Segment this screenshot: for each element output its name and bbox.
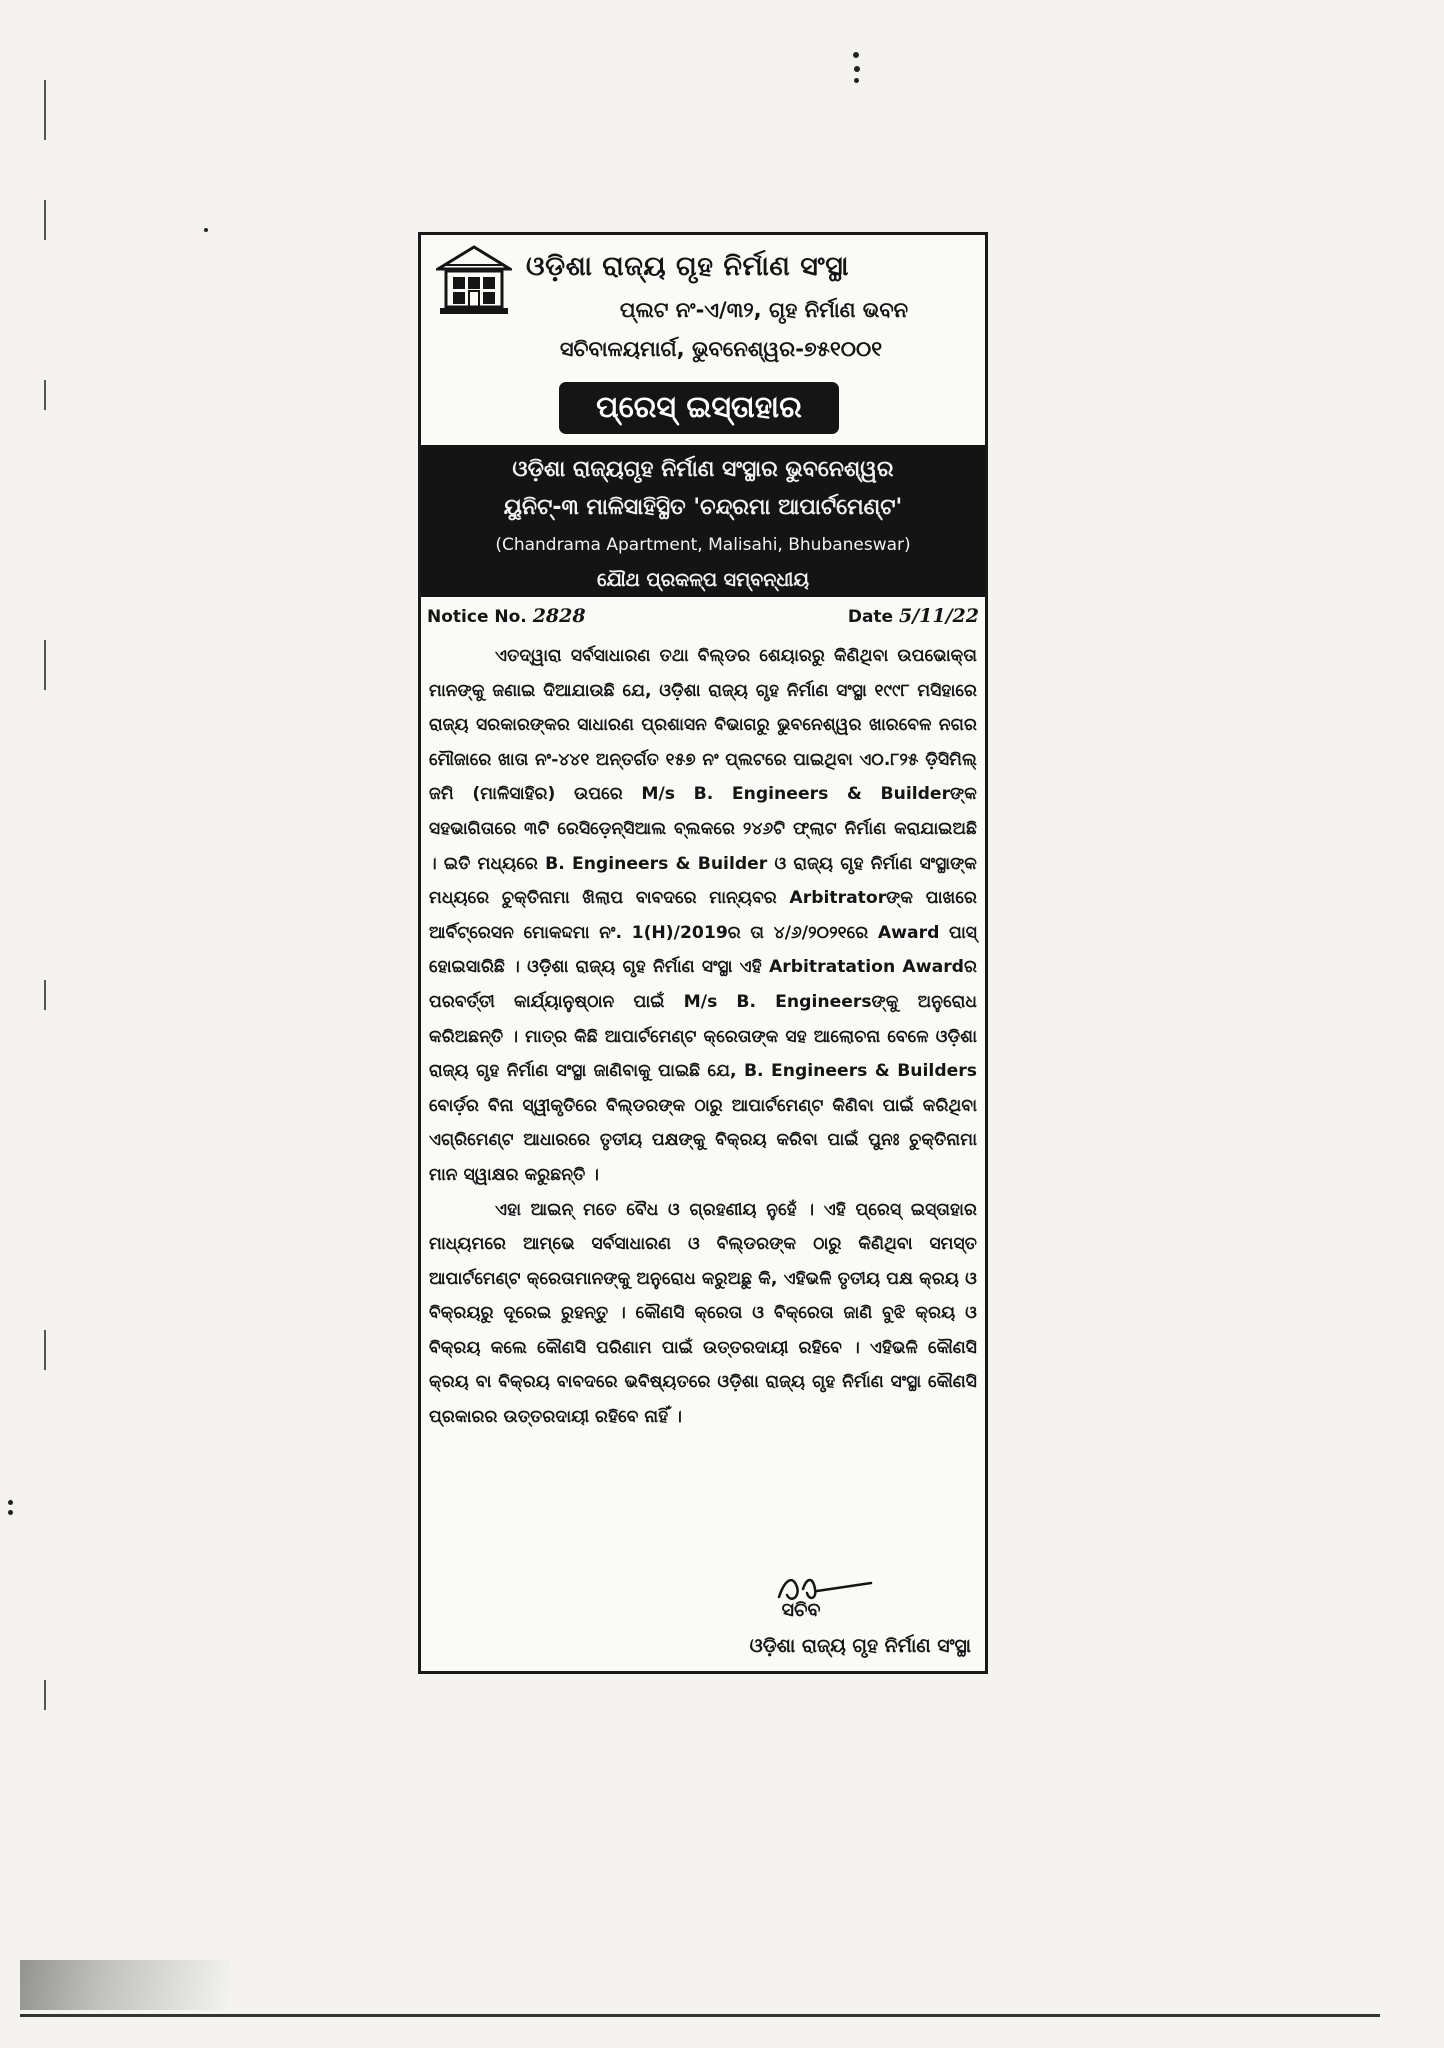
scan-left-edge xyxy=(44,80,46,1930)
address-line-2: ସଚିବାଳୟମାର୍ଗ, ଭୁବନେଶ୍ୱର-୭୫୧୦୦୧ xyxy=(559,337,883,361)
notice-number-label: Notice No. xyxy=(427,607,527,627)
scan-bottom-rule xyxy=(20,2014,1380,2017)
subject-band xyxy=(421,445,985,597)
scan-smudge xyxy=(20,1960,230,2010)
subject-line-2: ୟୁନିଟ୍-୩ ମାଳିସାହିସ୍ଥିତ 'ଚନ୍ଦ୍ରମା ଆପାର୍ଟମେଣ୍ଟ' xyxy=(503,495,903,520)
subject-line-4: ଯୌଥ ପ୍ରକଳ୍ପ ସମ୍ବନ୍ଧୀୟ xyxy=(596,569,810,591)
notice-number xyxy=(427,605,586,627)
housing-board-logo-icon xyxy=(436,245,512,317)
signatory-title: ସଚିବ xyxy=(781,1599,821,1621)
scan-speck xyxy=(854,78,859,83)
address-line-1: ପ୍ଲଟ ନଂ-ଏ/୩୨, ଗୃହ ନିର୍ମାଣ ଭବନ xyxy=(619,298,909,322)
notice-meta-row xyxy=(427,605,979,633)
scan-speck xyxy=(853,52,859,58)
notice-number-value: 2828 xyxy=(532,605,586,627)
subject-line-3: (Chandrama Apartment, Malisahi, Bhubaneswar) xyxy=(495,535,911,555)
scan-speck xyxy=(854,66,860,72)
scan-speck xyxy=(8,1510,13,1515)
notice-date-value: 5/11/22 xyxy=(899,605,979,627)
org-title: ଓଡ଼ିଶା ରାଜ୍ୟ ଗୃହ ନିର୍ମାଣ ସଂସ୍ଥା xyxy=(526,251,850,282)
body-paragraph-2: ଏହା ଆଇନ୍ ମତେ ବୈଧ ଓ ଗ୍ରହଣୀୟ ନୁହେଁ । ଏହି ପ୍ରେସ୍ ଇସ୍ତାହାର ମାଧ୍ୟମରେ ଆମ୍ଭେ ସର୍ବସାଧାରଣ ଓ ବିଲ୍ଡରଙ୍କ ଠାରୁ କିଣିଥିବା ସମସ୍ତ ଆପାର୍ଟମେଣ୍ଟ କ୍ରେତାମାନଙ୍କୁ ଅନୁରୋଧ କରୁଅଛୁ କି, ଏହିଭଳି ତୃତୀୟ ପକ୍ଷ କ୍ରୟ ଓ ବିକ୍ରୟରୁ ଦୂରେଇ ରୁହନ୍ତୁ । କୌଣସି କ୍ରେତା ଓ ବିକ୍ରେତା ଜାଣି ବୁଝି କ୍ରୟ ଓ ବିକ୍ରୟ କଲେ କୌଣସି ପରିଣାମ ପାଇଁ ଉତ୍ତରଦାୟୀ ରହିବେ । ଏହିଭଳି କୌଣସି କ୍ରୟ ବା ବିକ୍ରୟ ବାବଦରେ ଭବିଷ୍ୟତରେ ଓଡ଼ିଶା ରାଜ୍ୟ ଗୃହ ନିର୍ମାଣ ସଂସ୍ଥା କୌଣସି ପ୍ରକାରର ଉତ୍ତରଦାୟୀ ରହିବେ ନାହିଁ । xyxy=(429,1199,977,1428)
notice-body xyxy=(429,639,977,1435)
scan-speck xyxy=(8,1500,13,1505)
scan-speck xyxy=(204,228,208,232)
notice-date xyxy=(848,605,979,627)
body-paragraph-1: ଏତଦ୍ୱାରା ସର୍ବସାଧାରଣ ତଥା ବିଲ୍ଡର ଶେୟାରରୁ କିଣିଥିବା ଉପଭୋକ୍ତା ମାନଙ୍କୁ ଜଣାଇ ଦିଆଯାଉଛି ଯେ, ଓଡ଼ିଶା ରାଜ୍ୟ ଗୃହ ନିର୍ମାଣ ସଂସ୍ଥା ୧୯୯୮ ମସିହାରେ ରାଜ୍ୟ ସରକାରଙ୍କର ସାଧାରଣ ପ୍ରଶାସନ ବିଭାଗରୁ ଭୁବନେଶ୍ୱର ଖାରବେଳ ନଗର ମୌଜାରେ ଖାତା ନଂ-୪୪୧ ଅନ୍ତର୍ଗତ ୧୫୭ ନଂ ପ୍ଲଟରେ ପାଇଥିବା ଏ୦.୮୨୫ ଡ଼ିସିମିଲ୍ ଜମି (ମାଳିସାହିର) ଉପରେ M/s B. Engineers & Builderଙ୍କ ସହଭାଗିତାରେ ୩ଟି ରେସିଡ଼େନ୍ସିଆଲ ବ୍ଲକରେ ୨୪୬ଟି ଫ୍ଲାଟ ନିର୍ମାଣ କରାଯାଇଅଛି । ଇତି ମଧ୍ୟରେ B. Engineers & Builder ଓ ରାଜ୍ୟ ଗୃହ ନିର୍ମାଣ ସଂସ୍ଥାଙ୍କ ମଧ୍ୟରେ ଚୁକ୍ତିନାମା ଖିଲାପ ବାବଦରେ ମାନ୍ୟବର Arbitratorଙ୍କ ପାଖରେ ଆର୍ବିଟ୍ରେସନ ମୋକଦ୍ଦମା ନଂ. 1(H)/2019ର ତା ୪/୬/୨୦୨୧ରେ Award ପାସ୍ ହୋଇସାରିଛି । ଓଡ଼ିଶା ରାଜ୍ୟ ଗୃହ ନିର୍ମାଣ ସଂସ୍ଥା ଏହି Arbitratation Awardର ପରବର୍ତ୍ତୀ କାର୍ଯ୍ୟାନୁଷ୍ଠାନ ପାଇଁ M/s B. Engineersଙ୍କୁ ଅନୁରୋଧ କରିଅଛନ୍ତି । ମାତ୍ର କିଛି ଆପାର୍ଟମେଣ୍ଟ କ୍ରେତାଙ୍କ ସହ ଆଲୋଚନା ବେଳେ ଓଡ଼ିଶା ରାଜ୍ୟ ଗୃହ ନିର୍ମାଣ ସଂସ୍ଥା ଜାଣିବାକୁ ପାଇଛି ଯେ, B. Engineers & Builders ବୋର୍ଡ଼ର ବିନା ସ୍ୱୀକୃତିରେ ବିଲ୍ଡରଙ୍କ ଠାରୁ ଆପାର୍ଟମେଣ୍ଟ କିଣିବା ପାଇଁ କରିଥିବା ଏଗ୍ରିମେଣ୍ଟ ଆଧାରରେ ତୃତୀୟ ପକ୍ଷଙ୍କୁ ବିକ୍ରୟ କରିବା ପାଇଁ ପୁନଃ ଚୁକ୍ତିନାମା ମାନ ସ୍ୱାକ୍ଷର କରୁଛନ୍ତି । xyxy=(429,646,977,1185)
press-release-badge: ପ୍ରେସ୍ ଇସ୍ତାହାର xyxy=(559,382,839,434)
press-notice-clipping xyxy=(418,232,988,1674)
subject-line-1: ଓଡ଼ିଶା ରାଜ୍ୟଗୃହ ନିର୍ମାଣ ସଂସ୍ଥାର ଭୁବନେଶ୍ୱର xyxy=(512,457,894,482)
signatory-org: ଓଡ଼ିଶା ରାଜ୍ୟ ଗୃହ ନିର୍ମାଣ ସଂସ୍ଥା xyxy=(749,1635,971,1657)
notice-header xyxy=(421,235,985,445)
notice-date-label: Date xyxy=(847,607,894,627)
